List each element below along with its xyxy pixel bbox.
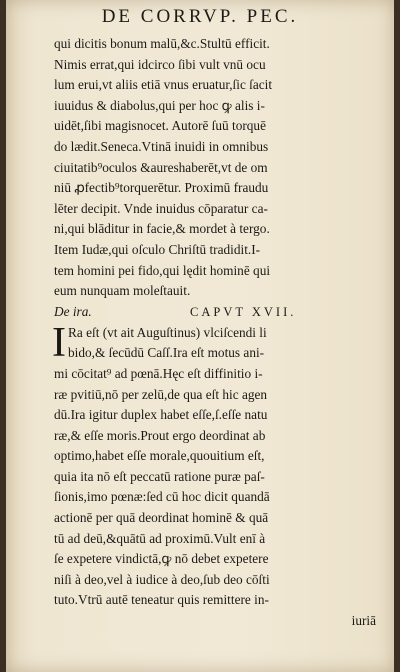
text-line: mi cōcitat⁹ ad pœnā.Hęc eſt diffinitio i- <box>54 365 263 381</box>
text-line: ciuitatib⁹oculos &aureshaberēt,vt de om <box>54 159 268 175</box>
initial-letter: I <box>52 319 66 366</box>
text-line: do lædit.Seneca.Vtinā inuidi in omnibus <box>54 138 269 154</box>
chapter-number: CAPVT XVII. <box>190 304 297 319</box>
text-line: tem homini pei fido,qui lędit hominē qui <box>54 262 271 278</box>
book-page <box>6 0 394 672</box>
text-line: tū ad deū,&quātū ad proximū.Vult enī à <box>54 530 266 546</box>
text-line: ſe expetere vindictā,ꝙ nō debet expetere <box>54 551 269 567</box>
text-line: quia ita nō eſt peccatū ratione puræ paſ- <box>54 468 265 484</box>
text-line: lēter decipit. Vnde inuidus cōparatur ca- <box>54 200 268 216</box>
text-line: niſi à deo,vel à iudice à deo,ſub deo cōſti <box>54 571 270 587</box>
text-line: dū.Ira igitur duplex habet eſſe,ſ.eſſe natu <box>54 407 268 423</box>
catchword: iuriā <box>351 613 376 629</box>
text-line: bido,& ſecūdū Caſſ.Ira eſt motus ani- <box>68 345 265 361</box>
text-line: lum erui,vt aliis etiā vnus eruatur,ſic ſacit <box>54 77 273 93</box>
text-line: Ra eſt (vt ait Auguſtinus) vlciſcendi li <box>68 324 267 340</box>
chapter-subject: De ira. <box>54 303 92 319</box>
text-block <box>54 34 384 632</box>
text-line: ræ,& eſſe moris.Prout ergo deordinat ab <box>54 427 266 443</box>
text-line: qui dicitis bonum malū,&c.Stultū efficit. <box>54 36 270 51</box>
text-line: actionē per quā deordinat hominē & quā <box>54 510 269 526</box>
text-line: uidēt,ſibi magisnocet. Autorē ſuū torquē <box>54 118 266 134</box>
running-head: DE CORRVP. PEC. <box>101 6 299 27</box>
text-line: eum nunquam moleſtauit. <box>54 283 191 299</box>
text-line: optimo,habet eſſe morale,quouitium eſt, <box>54 448 265 464</box>
text-line: tuto.Vtrū autē teneatur quis remittere in- <box>54 592 269 608</box>
text-line: Nimis errat,qui idcirco ſibi vult vnū ocu <box>54 56 266 72</box>
text-line: iuuidus & diabolus,qui per hoc ꝙ alis i- <box>54 97 265 113</box>
text-line: niū ꝓfectib⁹torquerētur. Proximū fraudu <box>54 180 269 196</box>
chapter-body <box>52 319 384 632</box>
text-line: ſionis,imo pœnæ:ſed cū hoc dicit quandā <box>54 489 270 505</box>
text-line: ræ pvitiū,nō per zelū,de qua eſt hic agen <box>54 386 268 402</box>
chapter-heading <box>54 302 384 323</box>
text-line: ni,qui blāditur in facie,& mordet à tergo. <box>54 221 270 237</box>
text-line: Item Iudæ,qui oſculo Chriſtū tradidit.I- <box>54 241 261 257</box>
